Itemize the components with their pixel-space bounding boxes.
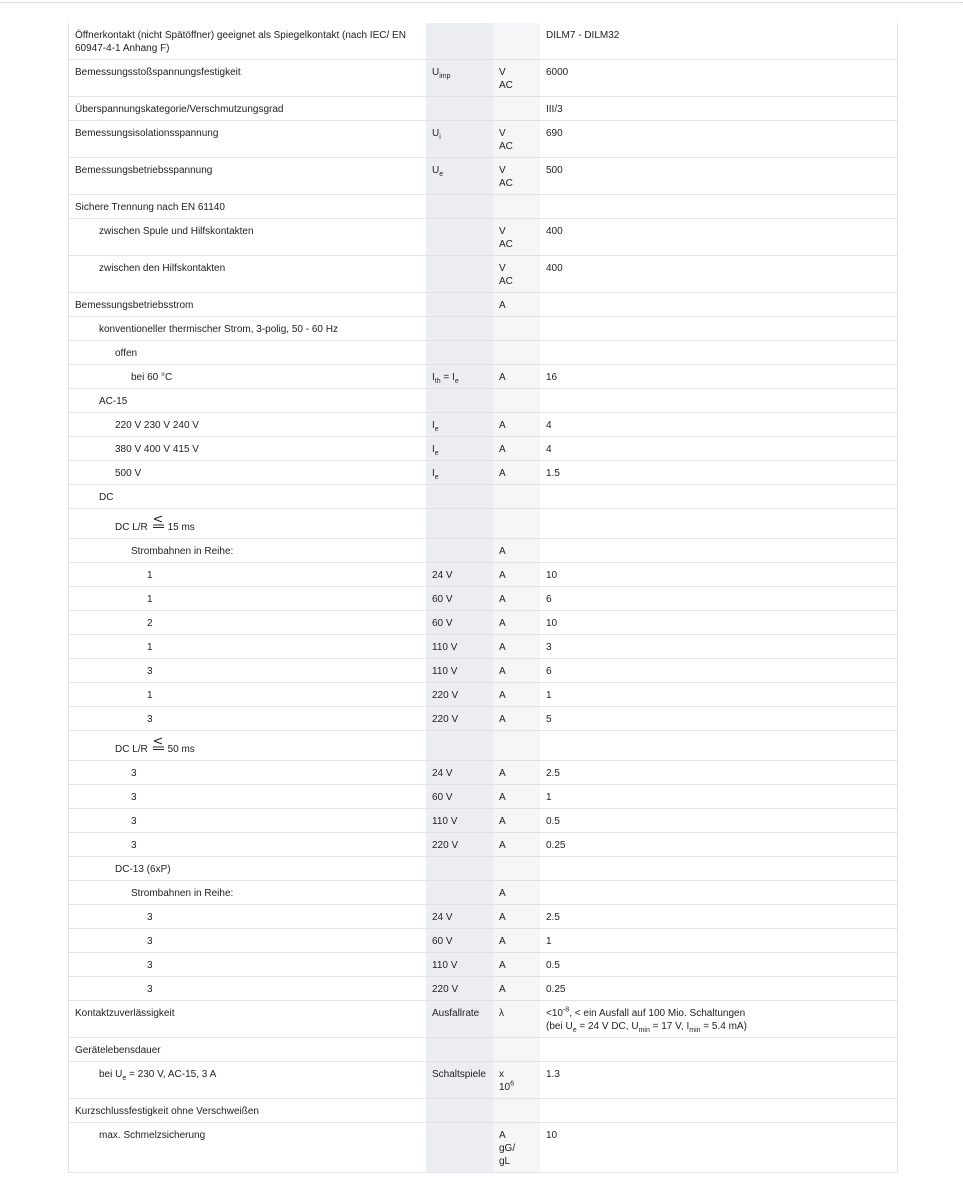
table-row — [69, 929, 898, 953]
table-row — [69, 731, 898, 761]
table-row — [69, 881, 898, 905]
table-row — [69, 389, 898, 413]
table-row — [69, 1099, 898, 1123]
row-label: 1 — [69, 563, 427, 587]
row-label: Strombahnen in Reihe: — [69, 881, 427, 905]
row-symbol: $U_e$ — [426, 158, 493, 195]
row-unit: A — [493, 635, 540, 659]
table-row — [69, 539, 898, 563]
row-symbol: 110 V — [426, 659, 493, 683]
row-label: Bemessungsbetriebsspannung — [69, 158, 427, 195]
table-row — [69, 437, 898, 461]
row-label: Bemessungsstoßspannungsfestigkeit — [69, 60, 427, 97]
row-unit: A — [493, 785, 540, 809]
table-row — [69, 121, 898, 158]
table-row — [69, 1001, 898, 1038]
less-equal-icon — [152, 741, 166, 753]
table-row — [69, 785, 898, 809]
row-unit — [493, 1099, 540, 1123]
row-symbol: 220 V — [426, 977, 493, 1001]
row-unit — [493, 1038, 540, 1062]
row-label: zwischen den Hilfskontakten — [69, 256, 427, 293]
row-label: 3 — [69, 953, 427, 977]
row-unit — [493, 389, 540, 413]
table-row — [69, 413, 898, 437]
row-value: 10 — [540, 1123, 898, 1173]
row-value: III/3 — [540, 97, 898, 121]
table-row — [69, 809, 898, 833]
row-label: 3 — [69, 761, 427, 785]
row-symbol — [426, 731, 493, 761]
row-value — [540, 341, 898, 365]
row-label: bei 60 °C — [69, 365, 427, 389]
table-row — [69, 256, 898, 293]
row-value: 1 — [540, 683, 898, 707]
row-symbol: 110 V — [426, 635, 493, 659]
row-value: 0.5 — [540, 953, 898, 977]
row-label: Bemessungsbetriebsstrom — [69, 293, 427, 317]
row-label: 2 — [69, 611, 427, 635]
row-symbol — [426, 1038, 493, 1062]
row-value — [540, 539, 898, 563]
row-label: 220 V 230 V 240 V — [69, 413, 427, 437]
row-label: 3 — [69, 707, 427, 731]
row-label: 3 — [69, 929, 427, 953]
row-label: 1 — [69, 635, 427, 659]
row-unit: A — [493, 683, 540, 707]
row-symbol: $U_{imp}$ — [426, 60, 493, 97]
row-symbol — [426, 1123, 493, 1173]
row-unit: V AC — [493, 256, 540, 293]
row-value: 3 — [540, 635, 898, 659]
row-value — [540, 731, 898, 761]
row-value — [540, 881, 898, 905]
table-row — [69, 485, 898, 509]
row-label: 1 — [69, 587, 427, 611]
less-equal-icon — [152, 519, 166, 531]
row-value: 1 — [540, 929, 898, 953]
row-label: 3 — [69, 905, 427, 929]
table-row — [69, 1038, 898, 1062]
row-symbol: 24 V — [426, 563, 493, 587]
row-label: 3 — [69, 977, 427, 1001]
row-value: $<10^{-8}$, < ein Ausfall auf 100 Mio. Schaltungen (bei $U_e = 24$ V DC, $U_{min} = 17$ V, $I_{min} = 5.4$ mA) — [540, 1001, 898, 1038]
row-symbol: 220 V — [426, 707, 493, 731]
row-value: 0.5 — [540, 809, 898, 833]
row-unit: A — [493, 437, 540, 461]
row-value: 1.5 — [540, 461, 898, 485]
row-value: 4 — [540, 437, 898, 461]
row-value: 6 — [540, 587, 898, 611]
table-row — [69, 587, 898, 611]
table-row — [69, 833, 898, 857]
row-label: 3 — [69, 833, 427, 857]
row-value: 6 — [540, 659, 898, 683]
row-value: 10 — [540, 611, 898, 635]
table-row — [69, 611, 898, 635]
row-symbol — [426, 389, 493, 413]
table-row — [69, 293, 898, 317]
row-symbol — [426, 509, 493, 539]
row-unit — [493, 23, 540, 60]
row-unit: A — [493, 707, 540, 731]
row-unit: λ — [493, 1001, 540, 1038]
row-label: max. Schmelzsicherung — [69, 1123, 427, 1173]
row-symbol — [426, 857, 493, 881]
row-label: 3 — [69, 659, 427, 683]
row-unit: V AC — [493, 60, 540, 97]
row-unit: A — [493, 659, 540, 683]
row-unit: A — [493, 977, 540, 1001]
table-row — [69, 707, 898, 731]
row-unit: A — [493, 833, 540, 857]
table-row — [69, 761, 898, 785]
row-label: DC — [69, 485, 427, 509]
row-unit: A — [493, 539, 540, 563]
row-unit: V AC — [493, 158, 540, 195]
table-row — [69, 461, 898, 485]
row-symbol: 60 V — [426, 611, 493, 635]
table-row — [69, 905, 898, 929]
row-symbol — [426, 293, 493, 317]
row-value: 400 — [540, 219, 898, 256]
row-symbol: 110 V — [426, 809, 493, 833]
row-unit: A — [493, 365, 540, 389]
row-label: Kontaktzuverlässigkeit — [69, 1001, 427, 1038]
row-value: 2.5 — [540, 761, 898, 785]
row-label: DC-13 (6xP) — [69, 857, 427, 881]
row-unit: A gG/ gL — [493, 1123, 540, 1173]
row-value: 690 — [540, 121, 898, 158]
row-symbol: 60 V — [426, 587, 493, 611]
row-unit: A — [493, 881, 540, 905]
row-value — [540, 195, 898, 219]
row-unit — [493, 341, 540, 365]
row-label: Bemessungsisolationsspannung — [69, 121, 427, 158]
table-row — [69, 563, 898, 587]
table-row — [69, 659, 898, 683]
row-symbol — [426, 1099, 493, 1123]
row-symbol — [426, 341, 493, 365]
row-label: bei $U_e = 230$ V, AC-15, 3 A — [69, 1062, 427, 1099]
row-symbol: 220 V — [426, 683, 493, 707]
row-symbol: 60 V — [426, 785, 493, 809]
row-unit: A — [493, 611, 540, 635]
row-symbol — [426, 23, 493, 60]
row-unit — [493, 485, 540, 509]
row-label: DC L/R 15 ms — [69, 509, 427, 539]
row-label: AC-15 — [69, 389, 427, 413]
row-unit: A — [493, 461, 540, 485]
row-label: 3 — [69, 785, 427, 809]
row-value — [540, 317, 898, 341]
row-symbol: $I_e$ — [426, 437, 493, 461]
table-row — [69, 977, 898, 1001]
row-value — [540, 509, 898, 539]
spec-table-body — [69, 23, 898, 1173]
table-row — [69, 683, 898, 707]
table-row — [69, 1062, 898, 1099]
row-symbol: 24 V — [426, 905, 493, 929]
row-symbol — [426, 881, 493, 905]
row-value — [540, 857, 898, 881]
top-divider — [0, 2, 963, 3]
row-symbol — [426, 219, 493, 256]
row-symbol: Schaltspiele — [426, 1062, 493, 1099]
row-value — [540, 1038, 898, 1062]
row-symbol: $I_e$ — [426, 461, 493, 485]
row-label: konventioneller thermischer Strom, 3-polig, 50 - 60 Hz — [69, 317, 427, 341]
row-value: 0.25 — [540, 833, 898, 857]
row-unit — [493, 731, 540, 761]
table-row — [69, 635, 898, 659]
row-label: DC L/R 50 ms — [69, 731, 427, 761]
row-symbol — [426, 97, 493, 121]
row-label: zwischen Spule und Hilfskontakten — [69, 219, 427, 256]
row-unit — [493, 509, 540, 539]
row-value: 1 — [540, 785, 898, 809]
row-unit — [493, 317, 540, 341]
table-row — [69, 857, 898, 881]
table-row — [69, 509, 898, 539]
row-unit: V AC — [493, 219, 540, 256]
row-unit: A — [493, 929, 540, 953]
table-row — [69, 195, 898, 219]
row-value: 16 — [540, 365, 898, 389]
row-unit: A — [493, 413, 540, 437]
row-value — [540, 1099, 898, 1123]
table-row — [69, 219, 898, 256]
row-value: 6000 — [540, 60, 898, 97]
row-label: 380 V 400 V 415 V — [69, 437, 427, 461]
row-value: 400 — [540, 256, 898, 293]
row-unit: A — [493, 905, 540, 929]
table-row — [69, 97, 898, 121]
row-symbol — [426, 485, 493, 509]
row-value: 2.5 — [540, 905, 898, 929]
row-label: 3 — [69, 809, 427, 833]
row-symbol: $I_e$ — [426, 413, 493, 437]
row-value — [540, 485, 898, 509]
table-row — [69, 317, 898, 341]
row-label: offen — [69, 341, 427, 365]
table-row — [69, 1123, 898, 1173]
row-unit: V AC — [493, 121, 540, 158]
row-unit — [493, 857, 540, 881]
table-row — [69, 365, 898, 389]
row-unit: A — [493, 809, 540, 833]
row-unit — [493, 97, 540, 121]
row-symbol — [426, 539, 493, 563]
row-label: Sichere Trennung nach EN 61140 — [69, 195, 427, 219]
row-unit: A — [493, 953, 540, 977]
row-label: 500 V — [69, 461, 427, 485]
row-label: Kurzschlussfestigkeit ohne Verschweißen — [69, 1099, 427, 1123]
table-row — [69, 158, 898, 195]
row-unit: A — [493, 761, 540, 785]
row-symbol: 60 V — [426, 929, 493, 953]
row-unit — [493, 195, 540, 219]
table-row — [69, 60, 898, 97]
row-value: 4 — [540, 413, 898, 437]
row-symbol: 24 V — [426, 761, 493, 785]
row-symbol: $U_i$ — [426, 121, 493, 158]
spec-table — [68, 23, 898, 1173]
row-value — [540, 293, 898, 317]
row-value: 500 — [540, 158, 898, 195]
row-symbol — [426, 317, 493, 341]
table-row — [69, 953, 898, 977]
row-symbol — [426, 256, 493, 293]
row-symbol: $I_{th} = I_e$ — [426, 365, 493, 389]
row-symbol — [426, 195, 493, 219]
row-label: 1 — [69, 683, 427, 707]
row-value: 10 — [540, 563, 898, 587]
row-unit: A — [493, 293, 540, 317]
table-row — [69, 23, 898, 60]
row-label: Gerätelebensdauer — [69, 1038, 427, 1062]
row-value: 1.3 — [540, 1062, 898, 1099]
row-value: DILM7 - DILM32 — [540, 23, 898, 60]
row-label: Strombahnen in Reihe: — [69, 539, 427, 563]
row-unit: A — [493, 563, 540, 587]
row-symbol: 220 V — [426, 833, 493, 857]
row-value: 5 — [540, 707, 898, 731]
row-value — [540, 389, 898, 413]
row-label: Öffnerkontakt (nicht Spätöffner) geeignet als Spiegelkontakt (nach IEC/ EN 60947-4-1 Anhang F) — [69, 23, 427, 60]
row-symbol: 110 V — [426, 953, 493, 977]
table-row — [69, 341, 898, 365]
row-unit: x $10^6$ — [493, 1062, 540, 1099]
row-symbol: Ausfallrate — [426, 1001, 493, 1038]
row-label: Überspannungskategorie/Verschmutzungsgrad — [69, 97, 427, 121]
row-value: 0.25 — [540, 977, 898, 1001]
row-unit: A — [493, 587, 540, 611]
